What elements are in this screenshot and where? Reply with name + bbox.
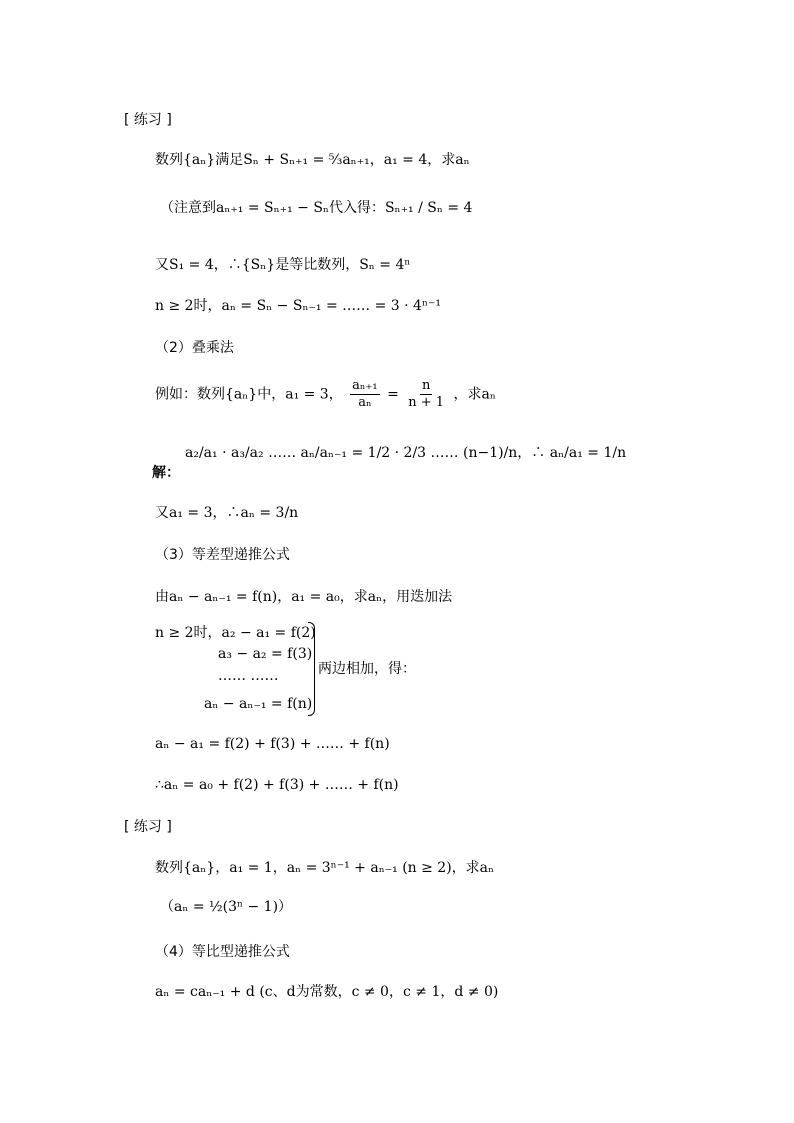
solution-line2: 又a₁ = 3，∴aₙ = 3/n bbox=[155, 505, 299, 521]
section3-line1: 由aₙ − aₙ₋₁ = f(n)，a₁ = a₀，求aₙ，用迭加法 bbox=[155, 589, 453, 605]
section3-line2: aₙ − a₁ = f(2) + f(3) + …… + f(n) bbox=[155, 736, 390, 752]
system-row3: …… …… bbox=[218, 668, 279, 684]
practice1-line3: 又S₁ = 4，∴{Sₙ}是等比数列，Sₙ = 4ⁿ bbox=[155, 257, 411, 273]
section3-title: （3）等差型递推公式 bbox=[155, 547, 290, 563]
ratio-numerator: aₙ₊₁ bbox=[352, 378, 378, 393]
solution-label: 解： bbox=[152, 465, 180, 481]
n-fraction bbox=[406, 378, 446, 411]
practice2-line2: （aₙ = ½(3ⁿ − 1)） bbox=[160, 899, 293, 915]
practice1-line1: 数列{aₙ}满足Sₙ + Sₙ₊₁ = ⁵⁄₃aₙ₊₁，a₁ = 4，求aₙ bbox=[155, 152, 470, 168]
section4-title: （4）等比型递推公式 bbox=[155, 944, 290, 960]
ratio-denominator: aₙ bbox=[358, 395, 372, 410]
practice-label-1: [ 练习 ] bbox=[124, 112, 172, 128]
example-end: ，求aₙ bbox=[453, 386, 496, 403]
system-row2: a₃ − a₂ = f(3) bbox=[218, 646, 313, 662]
practice-label-2: [ 练习 ] bbox=[124, 819, 172, 835]
practice2-line1: 数列{aₙ}，a₁ = 1，aₙ = 3ⁿ⁻¹ + aₙ₋₁ (n ≥ 2)，求aₙ bbox=[155, 860, 495, 876]
n-denominator: n + 1 bbox=[408, 395, 445, 410]
system-side-text: 两边相加，得： bbox=[318, 661, 416, 677]
section2-title: （2）叠乘法 bbox=[155, 340, 234, 356]
section4-line1: aₙ = caₙ₋₁ + d (c、d为常数，c ≠ 0，c ≠ 1，d ≠ 0) bbox=[155, 984, 499, 1000]
practice1-line4: n ≥ 2时，aₙ = Sₙ − Sₙ₋₁ = …… = 3 · 4ⁿ⁻¹ bbox=[155, 298, 442, 314]
system-row1: n ≥ 2时，a₂ − a₁ = f(2) bbox=[155, 625, 316, 641]
equals-sign: = bbox=[387, 386, 399, 403]
n-numerator: n bbox=[421, 378, 431, 393]
right-brace bbox=[308, 622, 315, 716]
solution-line1: a₂/a₁ · a₃/a₂ …… aₙ/aₙ₋₁ = 1/2 · 2/3 …… (n−1)/n，∴ aₙ/a₁ = 1/n bbox=[185, 445, 627, 461]
system-row4: aₙ − aₙ₋₁ = f(n) bbox=[204, 696, 313, 712]
ratio-fraction bbox=[350, 378, 379, 411]
section2-example bbox=[155, 378, 496, 411]
section3-line3: ∴aₙ = a₀ + f(2) + f(3) + …… + f(n) bbox=[155, 777, 399, 793]
practice1-line2: （注意到aₙ₊₁ = Sₙ₊₁ − Sₙ代入得：Sₙ₊₁ / Sₙ = 4 bbox=[160, 200, 473, 216]
example-text: 例如：数列{aₙ}中，a₁ = 3， bbox=[155, 386, 343, 403]
